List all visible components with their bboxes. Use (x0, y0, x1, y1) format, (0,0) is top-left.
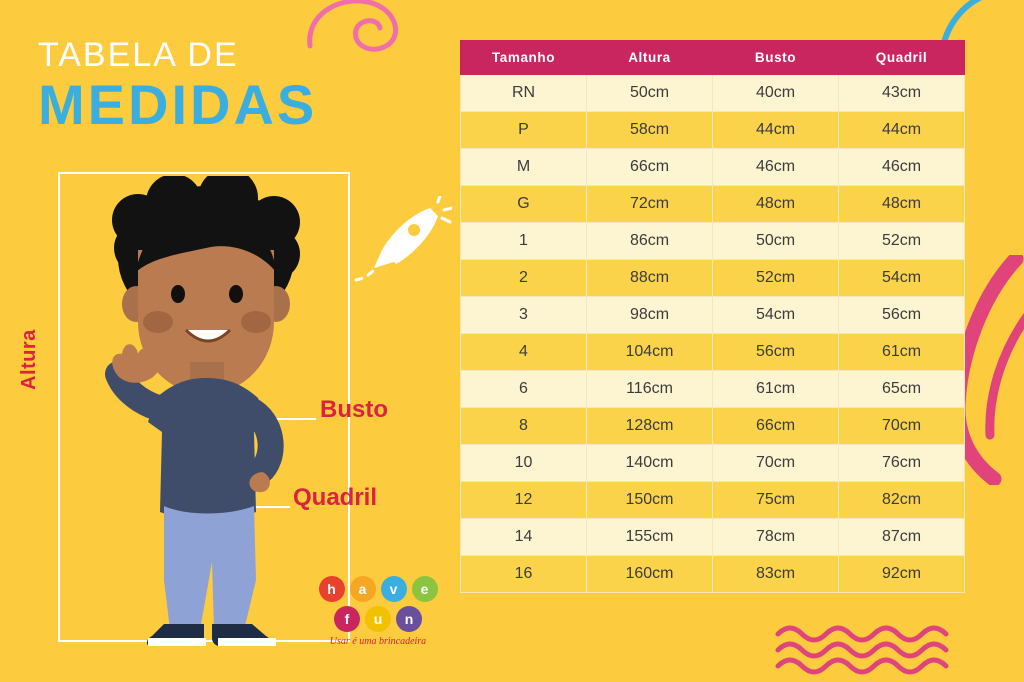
table-row (461, 260, 965, 297)
table-head (461, 41, 965, 75)
table-cell: 61cm (839, 334, 965, 371)
table-cell: 4 (461, 334, 587, 371)
table-row (461, 186, 965, 223)
busto-callout-label: Busto (320, 396, 388, 423)
table-cell: M (461, 149, 587, 186)
table-cell: 52cm (713, 260, 839, 297)
pink-wave-icon (774, 622, 954, 676)
table-cell: 72cm (587, 186, 713, 223)
table-cell: 56cm (713, 334, 839, 371)
table-cell: 54cm (713, 297, 839, 334)
table-cell: 155cm (587, 519, 713, 556)
table-row (461, 223, 965, 260)
logo-letter-n: n (396, 606, 422, 632)
table-row (461, 445, 965, 482)
table-cell: 16 (461, 556, 587, 593)
title-line-1: TABELA DE (38, 36, 239, 74)
table-cell: 1 (461, 223, 587, 260)
title-line-2: MEDIDAS (38, 73, 318, 136)
table-cell: 8 (461, 408, 587, 445)
table-row (461, 408, 965, 445)
brand-tagline: Usar é uma brincadeira (329, 636, 427, 647)
table-cell: 75cm (713, 482, 839, 519)
table-cell: 14 (461, 519, 587, 556)
size-table-container (460, 40, 965, 593)
table-cell: 40cm (713, 75, 839, 112)
table-cell: 61cm (713, 371, 839, 408)
table-cell: 150cm (587, 482, 713, 519)
rocket-icon (352, 196, 452, 286)
logo-letter-v: v (381, 576, 407, 602)
table-row (461, 149, 965, 186)
table-cell: 12 (461, 482, 587, 519)
table-row (461, 112, 965, 149)
table-cell: 76cm (839, 445, 965, 482)
logo-letter-f: f (334, 606, 360, 632)
table-cell: 48cm (839, 186, 965, 223)
table-cell: 54cm (839, 260, 965, 297)
page-title (38, 36, 318, 136)
table-row (461, 75, 965, 112)
table-cell: 160cm (587, 556, 713, 593)
table-cell: 66cm (713, 408, 839, 445)
table-cell: 70cm (713, 445, 839, 482)
table-cell: 128cm (587, 408, 713, 445)
column-header-tamanho: Tamanho (461, 41, 587, 75)
table-cell: 3 (461, 297, 587, 334)
table-cell: 83cm (713, 556, 839, 593)
table-body (461, 75, 965, 593)
table-cell: 50cm (713, 223, 839, 260)
table-row (461, 371, 965, 408)
logo-row-have (318, 576, 438, 602)
size-table (460, 40, 965, 593)
table-cell: 82cm (839, 482, 965, 519)
table-cell: 44cm (713, 112, 839, 149)
table-header-row (461, 41, 965, 75)
logo-letter-h: h (319, 576, 345, 602)
brand-logo (318, 576, 438, 647)
table-cell: 44cm (839, 112, 965, 149)
table-row (461, 297, 965, 334)
boy-illustration (78, 176, 348, 646)
table-cell: 48cm (713, 186, 839, 223)
table-cell: RN (461, 75, 587, 112)
table-cell: 46cm (839, 149, 965, 186)
table-cell: 52cm (839, 223, 965, 260)
table-cell: 50cm (587, 75, 713, 112)
table-cell: 2 (461, 260, 587, 297)
table-cell: 87cm (839, 519, 965, 556)
table-cell: 104cm (587, 334, 713, 371)
table-cell: G (461, 186, 587, 223)
logo-letter-e: e (412, 576, 438, 602)
table-cell: 116cm (587, 371, 713, 408)
table-row (461, 556, 965, 593)
table-cell: P (461, 112, 587, 149)
logo-letter-u: u (365, 606, 391, 632)
table-cell: 70cm (839, 408, 965, 445)
table-cell: 92cm (839, 556, 965, 593)
table-cell: 58cm (587, 112, 713, 149)
table-cell: 46cm (713, 149, 839, 186)
table-row (461, 334, 965, 371)
table-row (461, 519, 965, 556)
table-cell: 140cm (587, 445, 713, 482)
table-cell: 10 (461, 445, 587, 482)
table-cell: 88cm (587, 260, 713, 297)
column-header-busto: Busto (713, 41, 839, 75)
column-header-altura: Altura (587, 41, 713, 75)
table-cell: 86cm (587, 223, 713, 260)
logo-letter-a: a (350, 576, 376, 602)
table-cell: 98cm (587, 297, 713, 334)
table-cell: 56cm (839, 297, 965, 334)
table-cell: 65cm (839, 371, 965, 408)
altura-axis-label: Altura (18, 329, 40, 390)
quadril-callout-label: Quadril (293, 484, 378, 511)
column-header-quadril: Quadril (839, 41, 965, 75)
table-cell: 78cm (713, 519, 839, 556)
table-cell: 66cm (587, 149, 713, 186)
logo-row-fun (318, 606, 438, 632)
illustration-panel (0, 0, 460, 682)
table-cell: 6 (461, 371, 587, 408)
table-cell: 43cm (839, 75, 965, 112)
table-row (461, 482, 965, 519)
